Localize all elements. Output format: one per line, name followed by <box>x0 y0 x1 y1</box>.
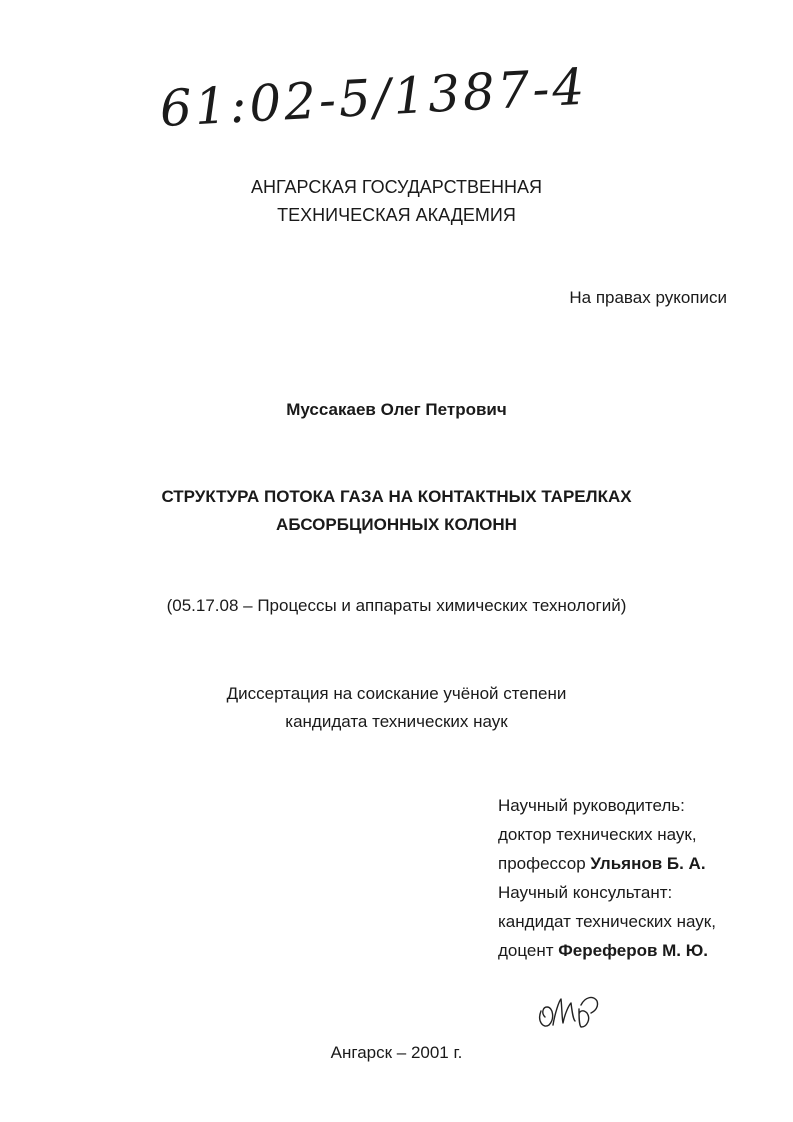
institution-line-2: ТЕХНИЧЕСКАЯ АКАДЕМИЯ <box>277 205 516 225</box>
consultant-name: Фереферов М. Ю. <box>558 941 709 960</box>
rights-note: На правах рукописи <box>569 288 727 307</box>
consultant-line <box>498 936 716 965</box>
place-and-year: Ангарск – 2001 г. <box>330 1043 463 1062</box>
supervisor-title: профессор <box>498 854 586 873</box>
specialty-code: (05.17.08 – Процессы и аппараты химических технологий) <box>166 596 627 615</box>
supervisor-name: Ульянов Б. А. <box>590 854 706 873</box>
title-line-1: СТРУКТУРА ПОТОКА ГАЗА НА КОНТАКТНЫХ ТАРЕЛКАХ <box>161 487 632 506</box>
institution-name <box>0 173 793 229</box>
consultant-degree: кандидат технических наук, <box>498 912 716 931</box>
author-name: Муссакаев Олег Петрович <box>286 400 507 419</box>
title-line-2: АБСОРБЦИОННЫХ КОЛОНН <box>276 515 517 534</box>
supervisor-label: Научный руководитель: <box>498 796 685 815</box>
institution-line-1: АНГАРСКАЯ ГОСУДАРСТВЕННАЯ <box>250 177 543 197</box>
handwritten-signature <box>535 985 605 1035</box>
degree-line-2: кандидата технических наук <box>285 712 508 731</box>
supervisor-line <box>498 849 716 878</box>
advisors-block <box>498 791 716 965</box>
degree-statement <box>0 680 793 736</box>
consultant-title: доцент <box>498 941 554 960</box>
degree-line-1: Диссертация на соискание учёной степени <box>226 684 567 703</box>
dissertation-title <box>0 483 793 539</box>
handwritten-call-number: 61:02-5/1387-4 <box>158 57 589 138</box>
supervisor-degree: доктор технических наук, <box>498 825 697 844</box>
consultant-label: Научный консультант: <box>498 883 673 902</box>
